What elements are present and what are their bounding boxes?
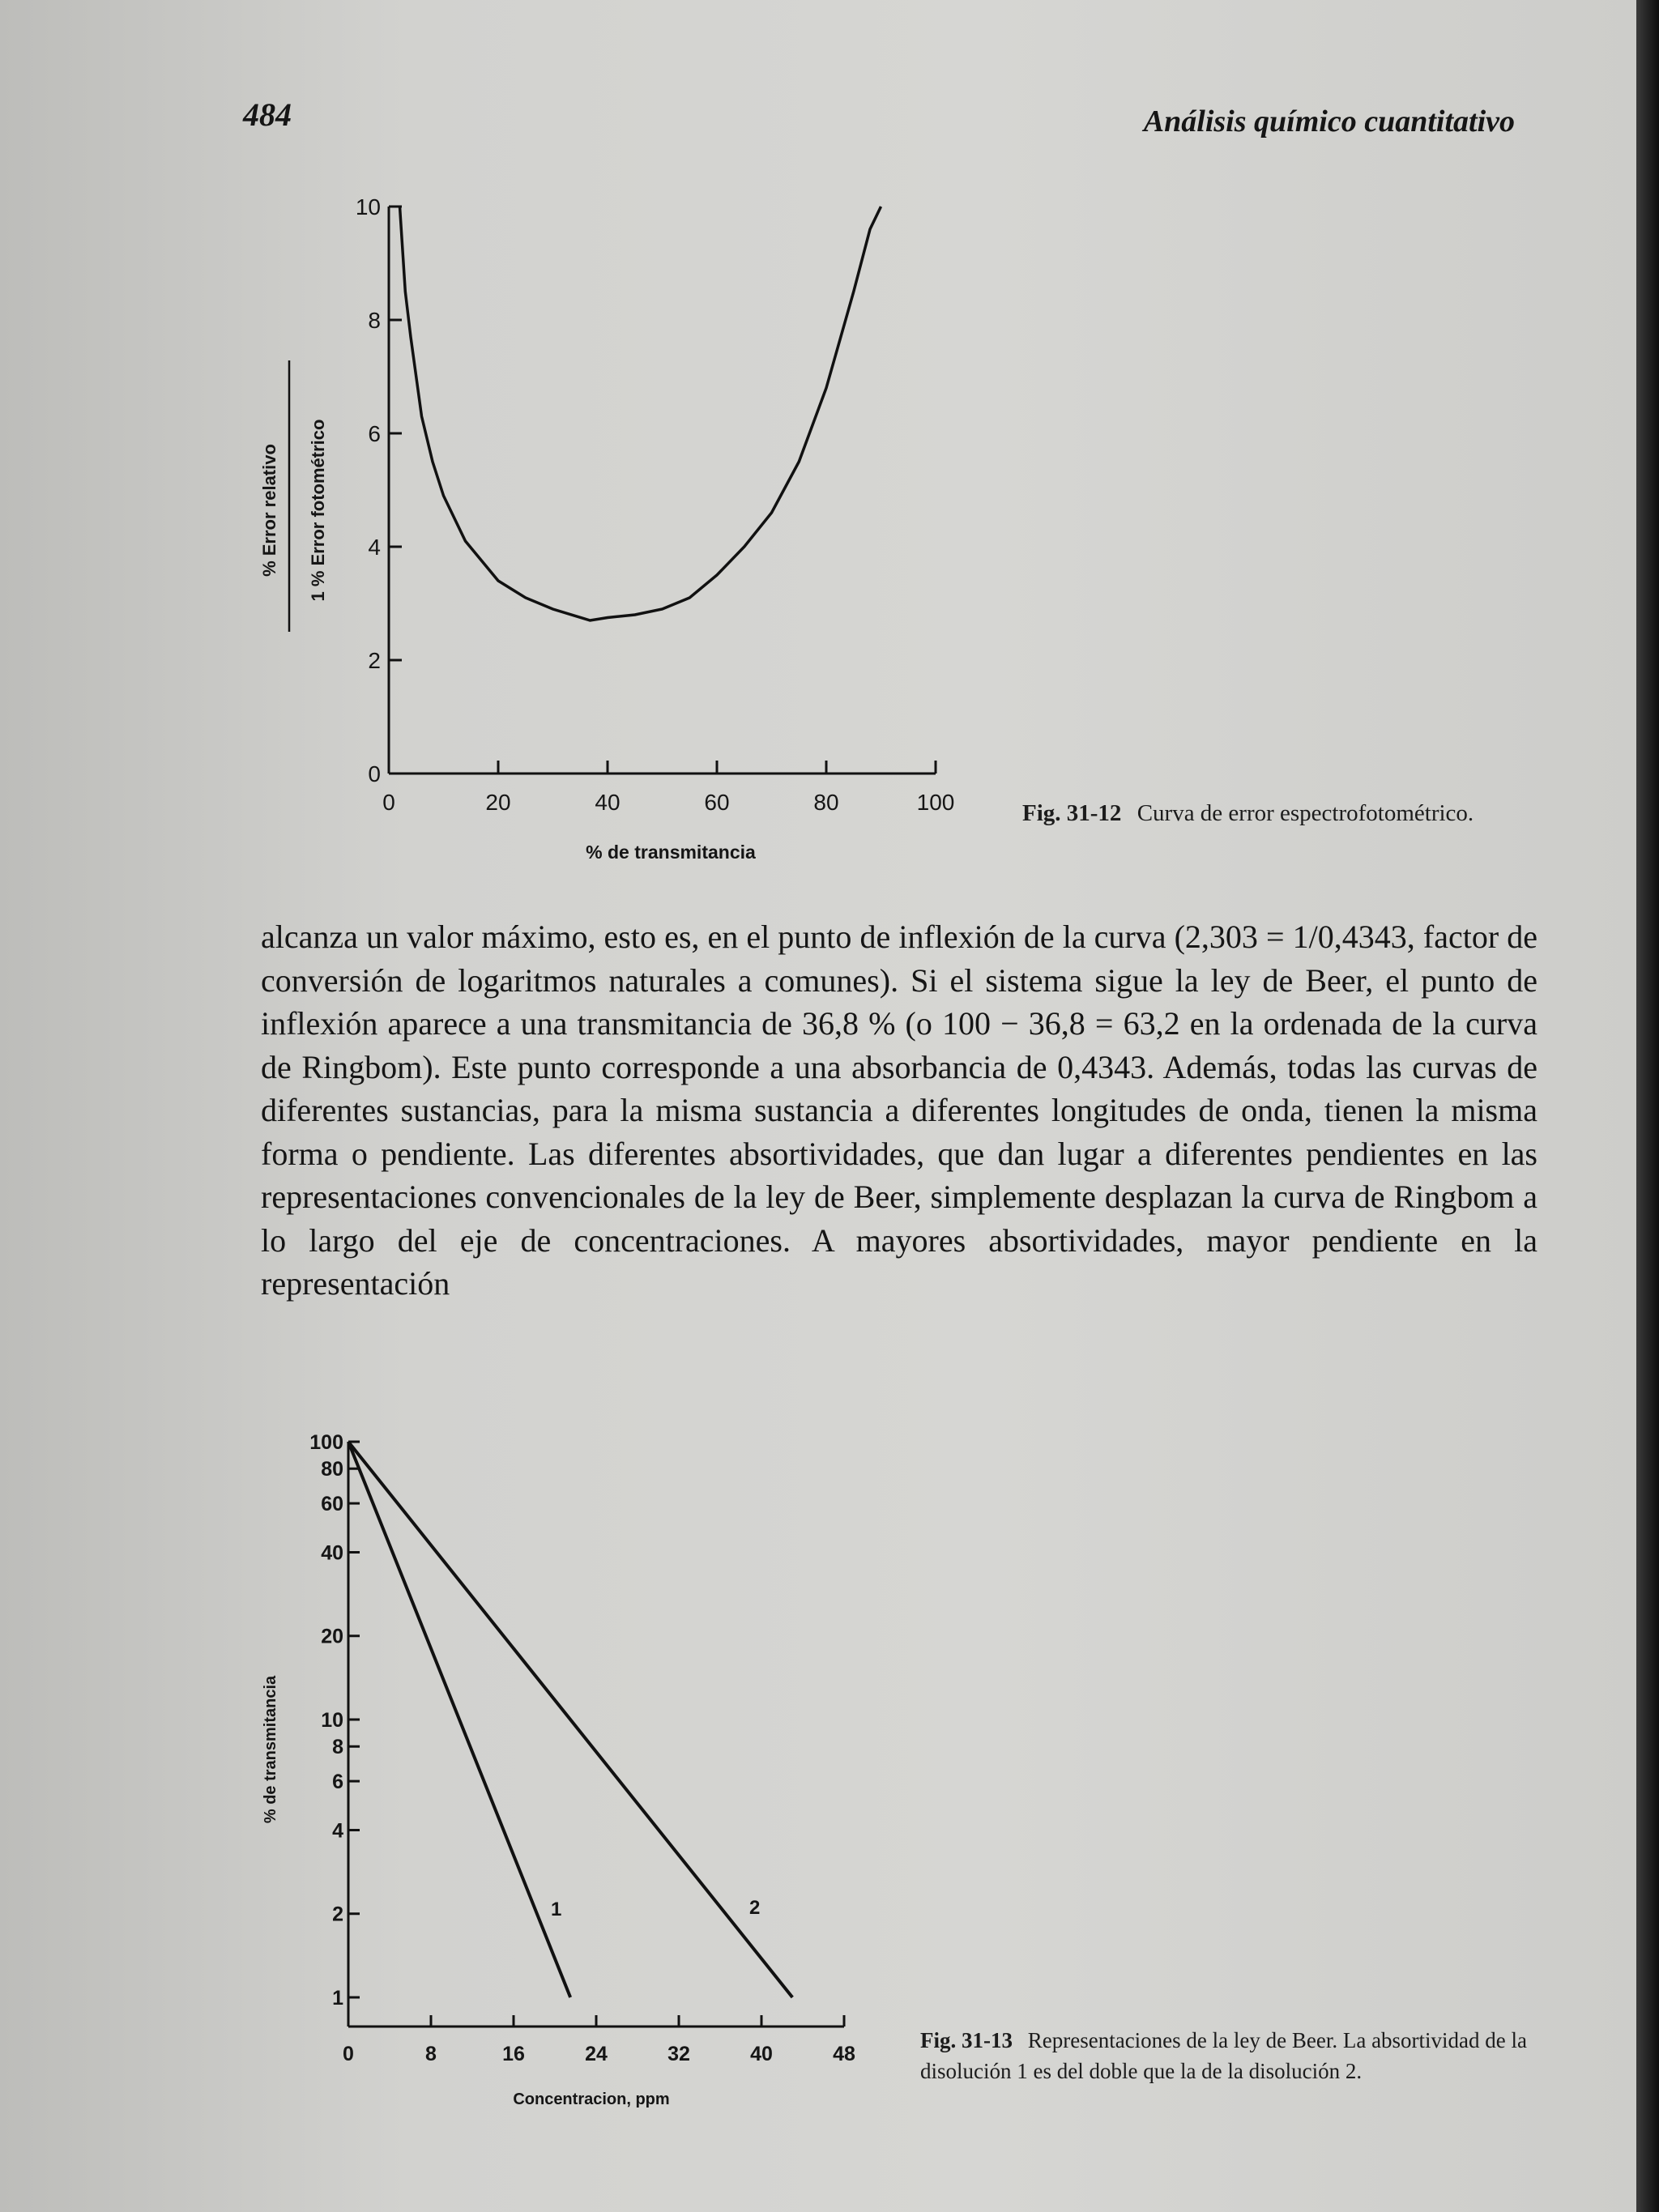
fig1-x-ticks <box>382 761 954 815</box>
beer-law-line-1 <box>348 1442 570 1997</box>
fig2-x-tick-label: 24 <box>585 2043 608 2065</box>
fig2-y-tick-label: 8 <box>332 1736 343 1759</box>
fig2-x-tick-label: 0 <box>343 2043 354 2065</box>
error-curve <box>400 207 881 620</box>
fig2-line-label-2: 2 <box>749 1897 761 1919</box>
fig2-y-ticks <box>309 1431 360 2010</box>
fig2-caption-text: Representaciones de la ley de Beer. La absortividad de la disolución 1 es del doble que la de la disolución 2. <box>920 2028 1528 2083</box>
fig1-y-tick-label: 6 <box>368 421 381 446</box>
fig2-x-tick-label: 32 <box>667 2043 690 2065</box>
fig2-y-tick-label: 20 <box>321 1625 343 1648</box>
fig2-y-tick-label: 40 <box>321 1541 343 1565</box>
figure-31-12-caption <box>1022 797 1549 829</box>
fig1-x-tick-label: 100 <box>916 790 955 815</box>
fig1-x-tick-label: 20 <box>485 790 511 815</box>
fig2-y-tick-label: 100 <box>309 1431 343 1454</box>
fig2-x-tick-label: 16 <box>502 2043 525 2065</box>
fig1-y-tick-label: 2 <box>368 648 381 673</box>
fig1-x-tick-label: 80 <box>813 790 839 815</box>
page-number: 484 <box>243 96 292 133</box>
fig2-y-tick-label: 60 <box>321 1493 343 1516</box>
fig2-y-tick-label: 6 <box>332 1771 343 1794</box>
fig1-number: Fig. 31-12 <box>1022 800 1122 826</box>
fig2-line-label-1: 1 <box>551 1899 562 1920</box>
fig2-x-tick-label: 48 <box>833 2043 855 2065</box>
running-title: Análisis químico cuantitativo <box>1143 104 1515 139</box>
fig2-y-tick-label: 4 <box>332 1819 343 1843</box>
fig2-xlabel: Concentracion, ppm <box>513 2091 670 2108</box>
fig1-x-tick-label: 0 <box>382 790 395 815</box>
book-spine-shadow <box>1636 0 1659 2212</box>
fig2-y-tick-label: 10 <box>321 1709 343 1732</box>
body-paragraph: alcanza un valor máximo, esto es, en el punto de inflexión de la curva (2,303 = 1/0,4343, factor de conversión de logaritmos naturales a comunes). Si el sistema sigue la ley de Beer, el punto de inflexión aparece a una transmitancia de 36,8 % (o 100 − 36,8 = 63,2 en la ordenada de la curva de Ringbom). Este punto corresponde a una absorbancia de 0,4343. Además, todas las curvas de diferentes sustancias, para la misma sustancia a diferentes longitudes de onda, tienen la misma forma o pendiente. Las diferentes absortividades, que dan lugar a diferentes pendientes en las representaciones convencionales de la ley de Beer, simplemente desplazan la curva de Ringbom a lo largo del eje de concentraciones. A mayores absortividades, mayor pendiente en la representación <box>261 918 1537 1302</box>
beer-law-line-2 <box>348 1442 792 1997</box>
fig1-y-tick-label: 10 <box>355 194 381 219</box>
fig2-y-tick-label: 2 <box>332 1903 343 1926</box>
fig2-lines <box>348 1442 792 1997</box>
fig1-ylabel-top: % Error relativo <box>259 444 279 577</box>
fig1-caption-text: Curva de error espectrofotométrico. <box>1137 800 1474 826</box>
fig1-x-tick-label: 40 <box>595 790 621 815</box>
fig1-xlabel: % de transmitancia <box>586 842 756 863</box>
figure-31-12-chart <box>243 186 988 883</box>
figure-31-13-chart <box>243 1426 891 2138</box>
fig2-x-tick-label: 8 <box>425 2043 437 2065</box>
fig2-number: Fig. 31-13 <box>920 2028 1013 2052</box>
fig2-axes <box>348 1442 844 2027</box>
fig1-y-tick-label: 8 <box>368 308 381 333</box>
fig2-y-tick-label: 80 <box>321 1458 343 1481</box>
fig1-ylabel-bottom: 1 % Error fotométrico <box>308 419 328 602</box>
fig2-x-tick-label: 40 <box>750 2043 773 2065</box>
fig1-y-tick-label: 4 <box>368 535 381 560</box>
fig2-x-ticks <box>343 2015 855 2065</box>
fig2-y-tick-label: 1 <box>332 1987 343 2010</box>
fig1-x-tick-label: 60 <box>704 790 730 815</box>
figure-31-13-caption <box>920 2025 1528 2086</box>
fig1-y-ticks <box>356 194 402 786</box>
fig2-ylabel: % de transmitancia <box>262 1675 279 1824</box>
fig1-y-tick-label: 0 <box>368 761 381 786</box>
